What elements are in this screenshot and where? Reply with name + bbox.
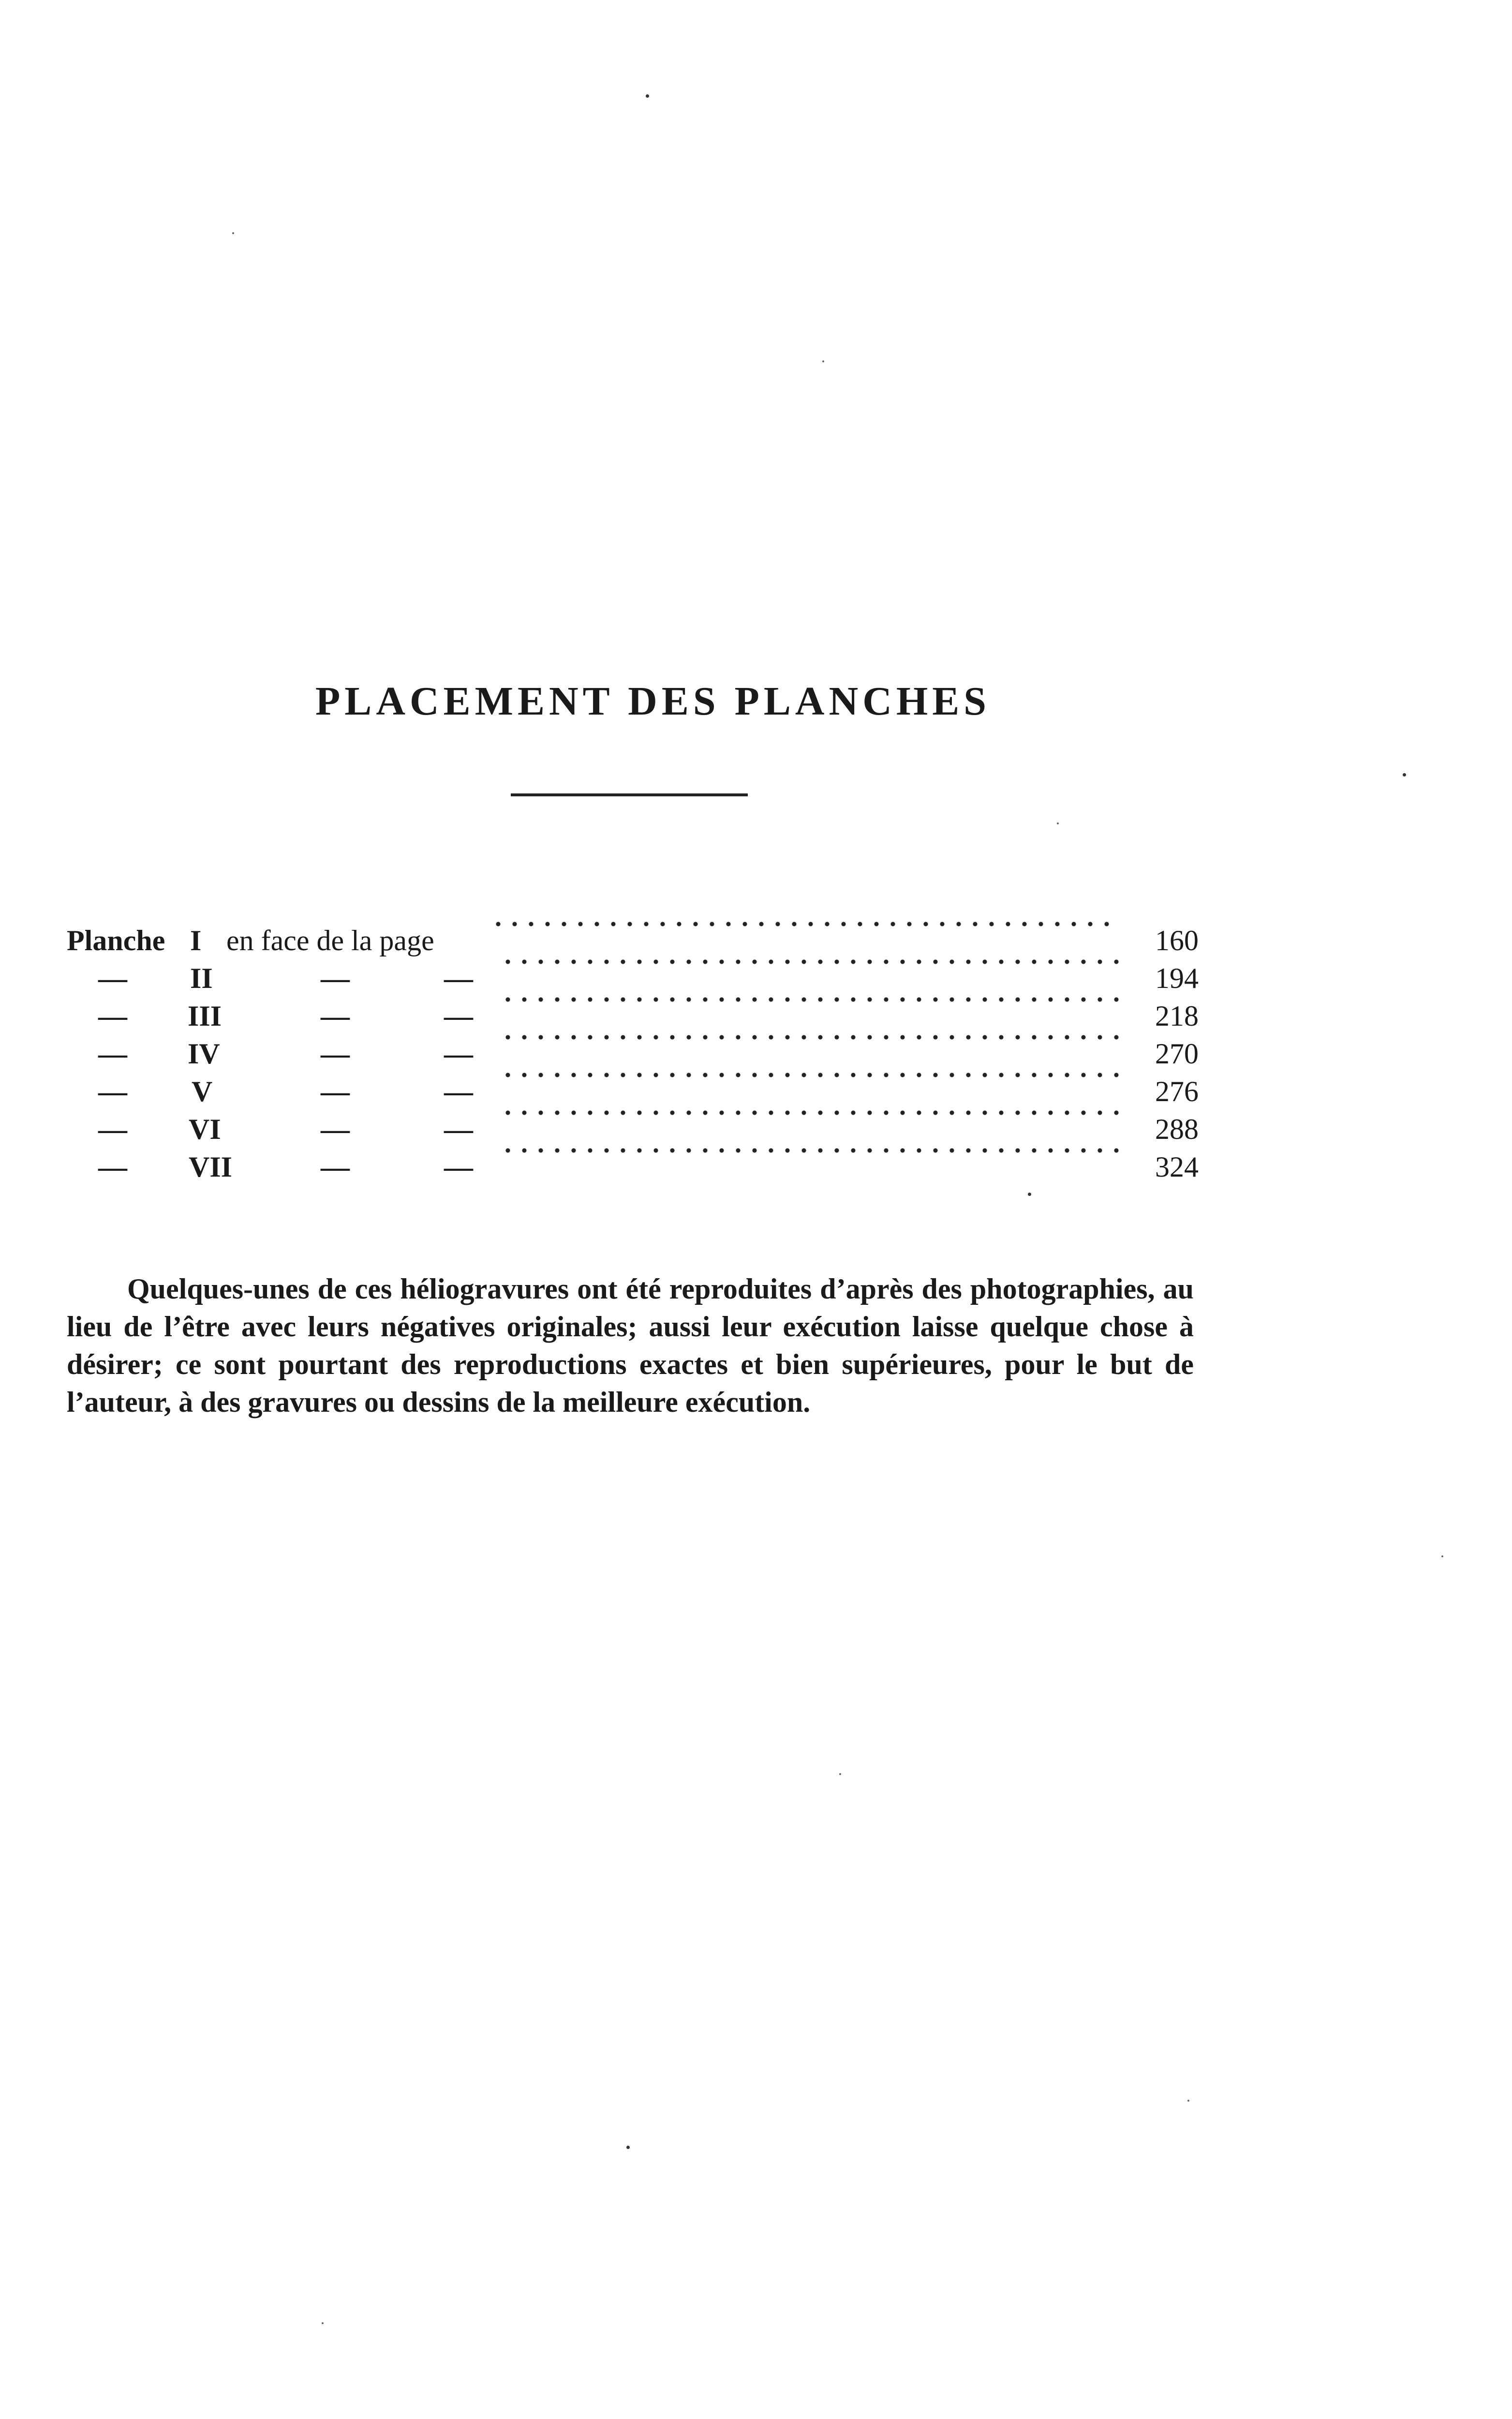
toc-page-number: 288	[1155, 1113, 1199, 1145]
scan-speck	[1403, 773, 1406, 776]
toc-row	[67, 1073, 1199, 1110]
page-title: PLACEMENT DES PLANCHES	[315, 679, 991, 724]
ditto-dash: —	[321, 962, 350, 994]
toc-numeral: V	[192, 1075, 213, 1107]
dot-leader	[500, 1148, 1119, 1153]
scan-speck	[322, 2322, 324, 2324]
toc-row	[67, 1035, 1199, 1073]
ditto-dash: —	[321, 1000, 350, 1032]
ditto-dash: —	[444, 962, 473, 994]
toc-page-number: 276	[1155, 1075, 1199, 1107]
ditto-dash: —	[444, 1151, 473, 1183]
toc-numeral: II	[190, 962, 213, 994]
ditto-dash: —	[444, 1075, 473, 1107]
toc-numeral: IV	[188, 1038, 220, 1070]
toc-numeral: I	[190, 925, 202, 956]
ditto-dash: —	[98, 1075, 127, 1107]
toc-row	[67, 922, 1199, 959]
toc-page-number: 324	[1155, 1151, 1199, 1183]
dot-leader	[500, 1110, 1119, 1115]
ditto-dash: —	[321, 1075, 350, 1107]
plates-table	[67, 922, 1199, 1186]
scan-speck	[1057, 822, 1059, 824]
toc-page-number: 160	[1155, 925, 1199, 956]
scan-speck	[1028, 1193, 1031, 1196]
dot-leader	[500, 1073, 1119, 1077]
scan-speck	[646, 94, 649, 98]
scan-speck	[626, 2146, 630, 2149]
scan-speck	[839, 1773, 841, 1775]
toc-row	[67, 959, 1199, 997]
ditto-dash: —	[98, 1038, 127, 1070]
toc-page-number: 270	[1155, 1038, 1199, 1070]
scan-speck	[232, 232, 234, 234]
dot-leader	[490, 922, 1119, 926]
toc-label: Planche	[67, 925, 165, 956]
scan-speck	[1187, 2100, 1189, 2102]
dot-leader	[500, 1035, 1119, 1040]
toc-row	[67, 1110, 1199, 1148]
scan-speck	[822, 360, 824, 362]
note-paragraph: Quelques-unes de ces héliogravures ont été reproduites d’après des photographies, au lieu de l’être avec leurs négatives originales; aussi leur exécution laisse quelque chose à désirer; ce sont pourtant des reproductions exactes et bien supérieures, pour le but de l’auteur, à des gravures ou dessins de la meilleure exécution.	[67, 1273, 1194, 1418]
toc-row	[67, 1148, 1199, 1186]
ditto-dash: —	[444, 1038, 473, 1070]
scan-speck	[1441, 1555, 1443, 1557]
dot-leader	[500, 997, 1119, 1002]
ditto-dash: —	[444, 1000, 473, 1032]
ditto-dash: —	[321, 1038, 350, 1070]
ditto-dash: —	[321, 1151, 350, 1183]
toc-phrase: en face de la page	[226, 925, 434, 956]
ditto-dash: —	[98, 962, 127, 994]
title-divider	[511, 793, 748, 796]
ditto-dash: —	[444, 1113, 473, 1145]
toc-page-number: 218	[1155, 1000, 1199, 1032]
toc-numeral: III	[188, 1000, 222, 1032]
ditto-dash: —	[98, 1151, 127, 1183]
toc-numeral: VII	[189, 1151, 233, 1183]
toc-numeral: VI	[189, 1113, 221, 1145]
ditto-dash: —	[321, 1113, 350, 1145]
ditto-dash: —	[98, 1113, 127, 1145]
ditto-dash: —	[98, 1000, 127, 1032]
dot-leader	[500, 959, 1119, 964]
toc-row	[67, 997, 1199, 1035]
toc-page-number: 194	[1155, 962, 1199, 994]
